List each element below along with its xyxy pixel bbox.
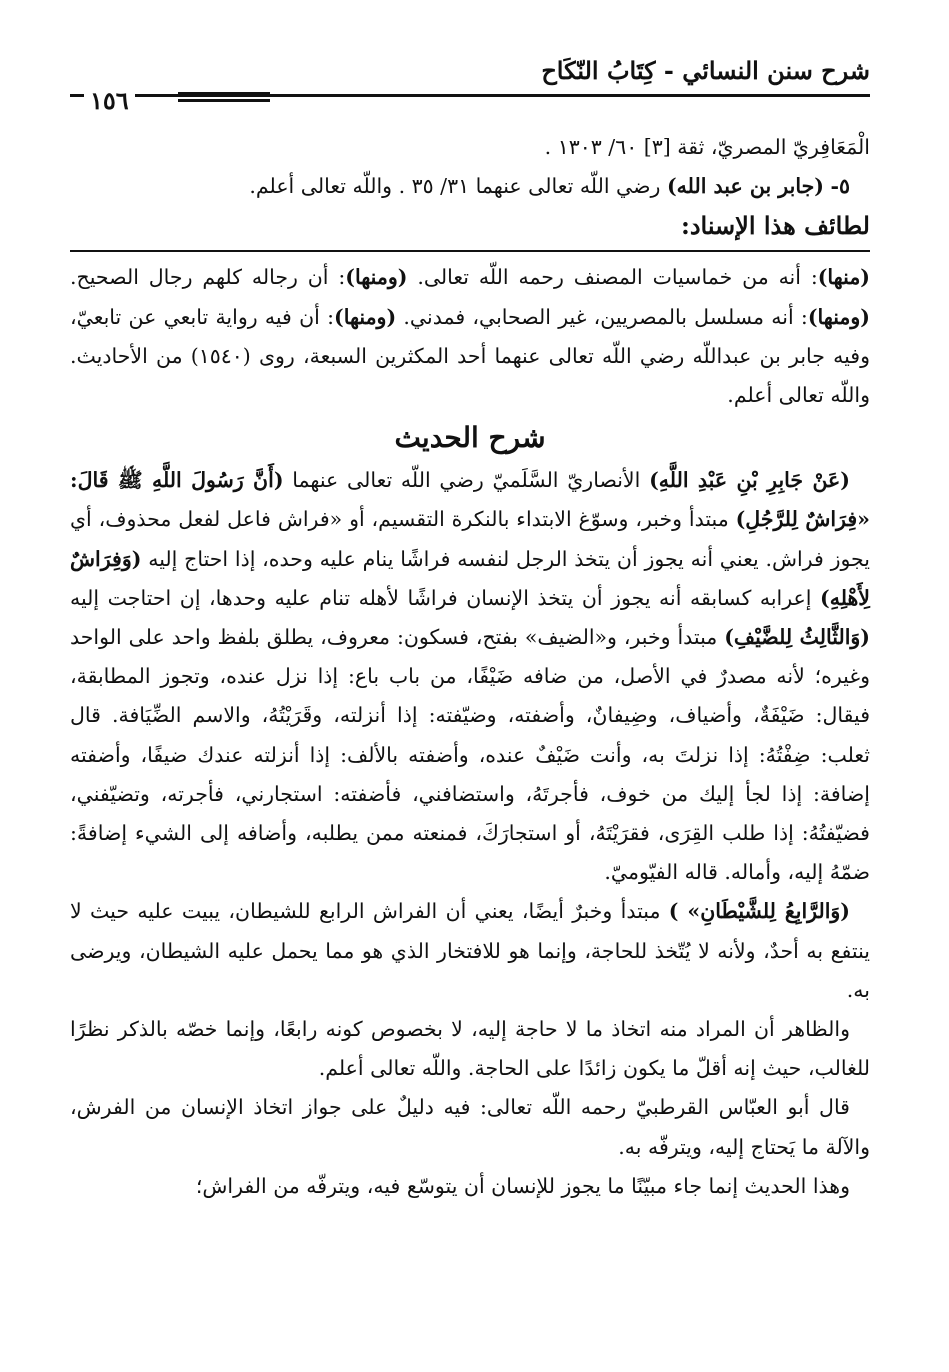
page-number-rules [178, 92, 270, 106]
paragraph-hadith-explanation: وهذا الحديث إنما جاء مبيّنًا ما يجوز للإنسان أن يتوسّع فيه، ويترفّه من الفراش؛ [195, 1173, 850, 1198]
narrator-5-number: ٥- [830, 174, 850, 199]
narrator-5-text: رضي اللّه تعالى عنهما ٣١/ ٣٥ . واللّه تعالى أعلم. [249, 174, 661, 199]
narrator-end-text: الْمَعَافِريّ المصريّ، ثقة [٣] ٦٠/ ١٣٠٣ . [544, 135, 870, 159]
commentary-text-5: مبتدأ وخبرٌ أيضًا، يعني أن الفراش الرابع للشيطان، يبيت عليه حيث لا ينتفع به أحدٌ، ولأنه لا يُتّخذ للحاجة، وإنما هو للافتخار الذي هو مما يحمل عليه الشيطان، ويرضى به. [70, 899, 870, 1002]
page-header [70, 52, 870, 115]
paragraph-zahir: والظاهر أن المراد منه اتخاذ ما لا حاجة إليه، لا بخصوص كونه رابعًا، وإنما خصّه بالذكر نظرًا للغالب، حيث إنه أقلّ ما يكون زائدًا على الحاجة. واللّه تعالى أعلم. [70, 1017, 870, 1081]
lataif-text-2: : أن رجاله كلهم رجال الصحيح. [70, 265, 346, 290]
marker-minha-4: (ومنها) [334, 304, 397, 329]
quote-2: (أَنَّ رَسُولَ اللَّهِ ﷺ قَالَ: «فِرَاشٌ لِلرَّجُلِ) [70, 468, 870, 532]
marker-minha-2: (ومنها) [345, 265, 408, 290]
quote-4: (وَالثَّالِثُ لِلضَّيْفِ) [724, 625, 871, 650]
narrator-line [70, 128, 870, 167]
section-divider [70, 250, 870, 252]
lataif-text-4: : أن فيه رواية تابعي عن تابعيّ، وفيه جابر بن عبداللّه رضي اللّه تعالى عنهما أحد المكثرين السبعة، روى (١٥٤٠) من الأحاديث. واللّه تعالى أعلم. [70, 304, 870, 408]
narrator-5-name: (جابر بن عبد الله) [666, 174, 824, 199]
lataif-text-3: : أنه مسلسل بالمصريين، غير الصحابي، فمدني. [396, 304, 808, 329]
hadith-commentary-1 [70, 461, 870, 892]
quote-5: (وَالرَّابِعُ لِلشَّيْطَانِ» ) [668, 899, 850, 924]
hadith-commentary-2 [70, 892, 870, 1010]
quote-3: (وَفِرَاشٌ لِأَهْلِهِ) [70, 546, 870, 610]
sharh-heading: شرح الحديث [394, 421, 546, 455]
narrator-5 [70, 167, 870, 206]
quote-1: (عَنْ جَابِرِ بْنِ عَبْدِ اللَّهِ) [649, 468, 850, 493]
marker-minha-1: (منها) [817, 265, 870, 290]
lataif-heading: لطائف هذا الإسناد: [680, 211, 870, 241]
page-number: ١٥٦ [84, 86, 135, 115]
commentary-text-2: مبتدأ وخبر، وسوّغ الابتداء بالنكرة التقسيم، أو «فراش فاعل لفعل محذوف، أي يجوز فراش. يعني أنه يجوز أن يتخذ الرجل لنفسه فراشًا ينام عليه وحده، إذا احتاج إليه [70, 507, 870, 571]
page-number-block [70, 82, 270, 115]
marker-minha-3: (ومنها) [807, 304, 870, 329]
lataif-text-1: : أنه من خماسيات المصنف رحمه اللّه تعالى. [407, 265, 818, 290]
running-title: شرح سنن النسائي - كِتَابُ النّكَاح [541, 56, 870, 85]
paragraph-qurtubi: قال أبو العبّاس القرطبيّ رحمه اللّه تعالى: فيه دليلٌ على جواز اتخاذ الإنسان من الفرش، والآلة ما يَحتاج إليه، ويترفّه به. [70, 1095, 870, 1159]
commentary-text-1: الأنصاريّ السَّلَميّ رضي اللّه تعالى عنهما [283, 468, 650, 493]
lataif-paragraph [70, 258, 870, 415]
page-body [70, 128, 870, 1206]
commentary-text-4: مبتدأ وخبر، و«الضيف» بفتح، فسكون: معروف، يطلق بلفظ واحد على الواحد وغيره؛ لأنه مصدرٌ في الأصل، من ضافه ضَيْفًا، من باب باع: إذا نزل عنده، وتجوز المطابقة، فيقال: ضَيْفَةٌ، وأضياف، وضِيفانٌ، وأضفته، وضيّفته: إذا أنزلته، وقَرَيْتُهُ، والاسم الضِّيَافة. قال ثعلب: ضِفْتُهُ: إذا نزلتَ به، وأنت ضَيْفٌ عنده، وأضفته بالألف: إذا أنزلته عندك ضيفًا، وأضفته إضافة: إذا لجأ إليك من خوف، فأجرتَهُ، واستضافني، فأضفته: استجارني، فأجرته، وتضيّفني، فضيّفتُهُ: إذا طلب القِرَى، فقرَيْتَهُ، أو استجارَكَ، فمنعته ممن يطلبه، وأضافه إلى الشيء إضافةً: ضمّهُ إليه، وأماله. قاله الفيّوميّ. [70, 625, 870, 885]
commentary-text-3: إعرابه كسابقه أنه يجوز أن يتخذ الإنسان فراشًا لأهله تنام عليه وحدها، إن احتاجت إليه [70, 585, 821, 610]
